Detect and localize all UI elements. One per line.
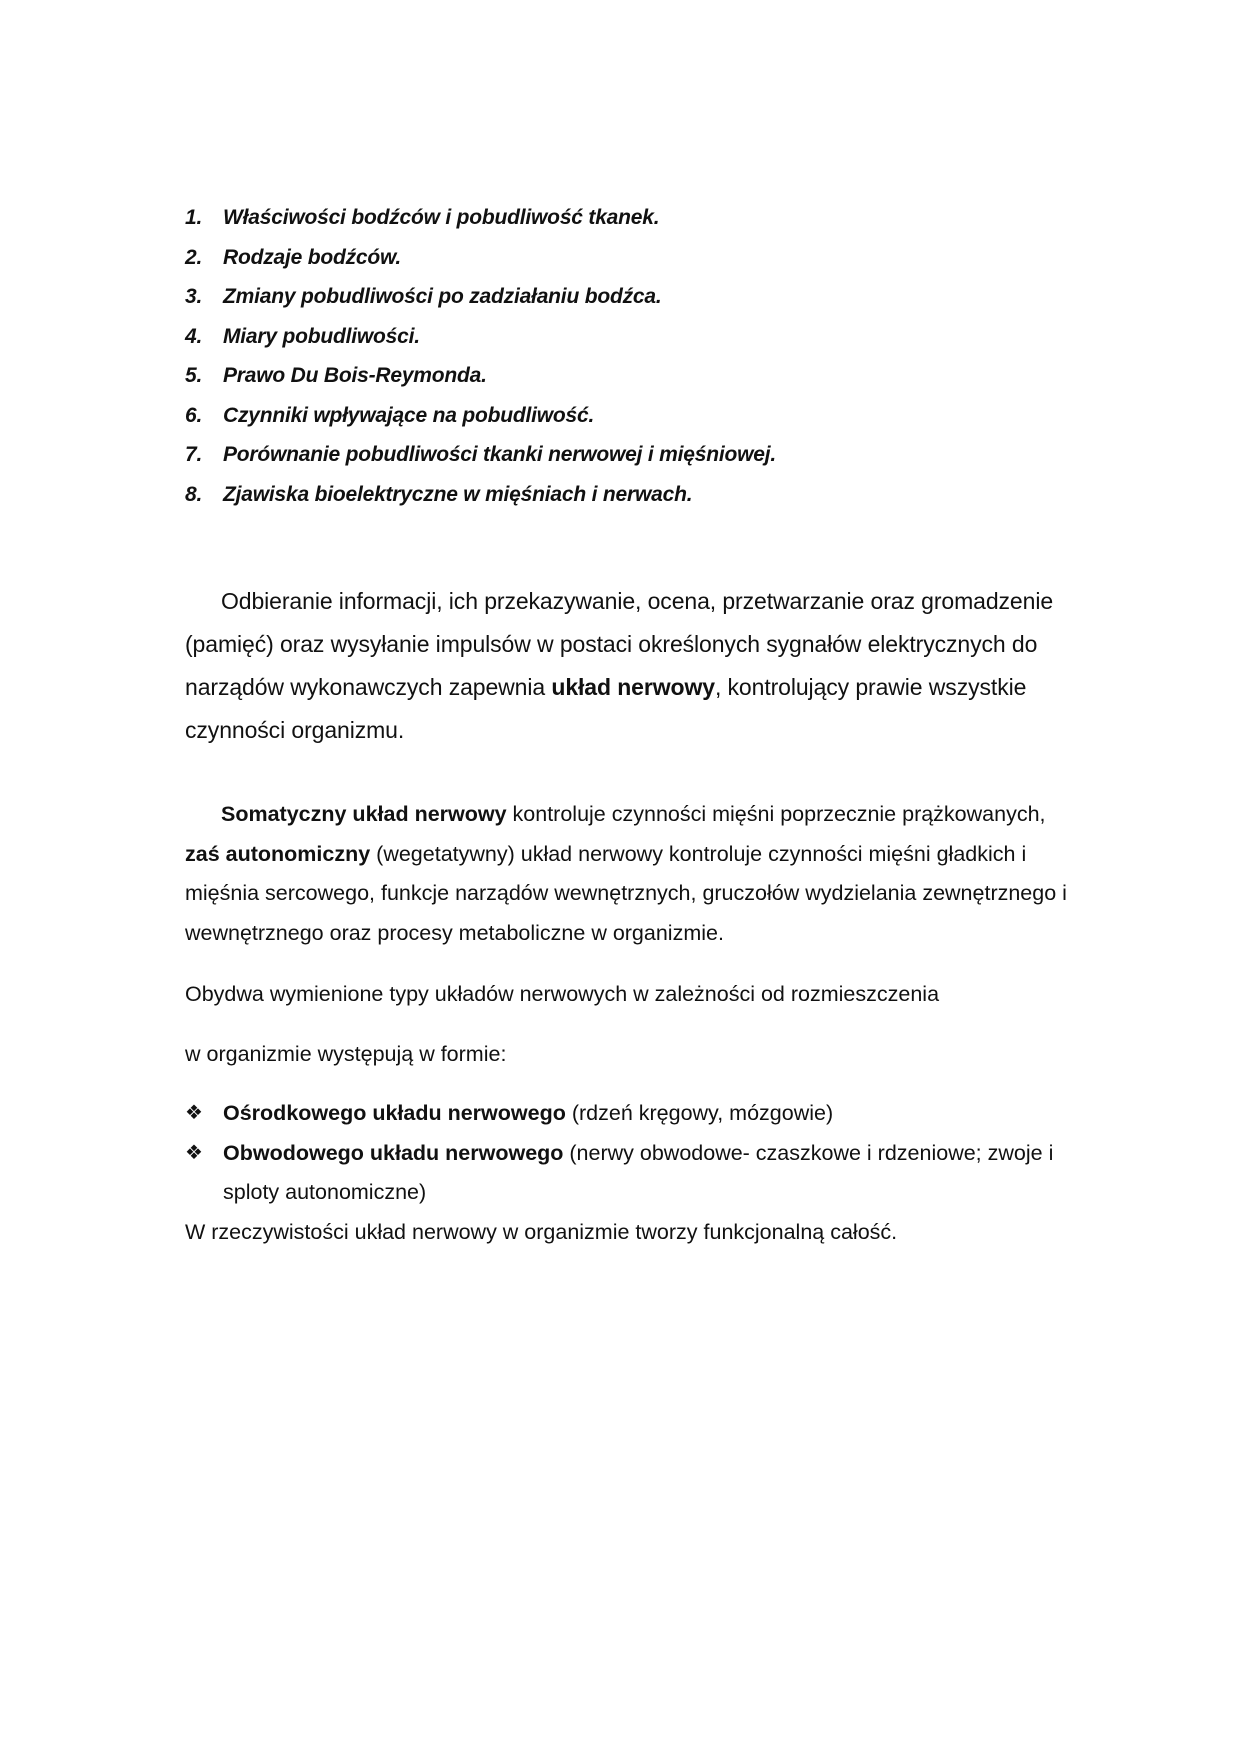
bullet-text bbox=[223, 1134, 1085, 1213]
topic-text: Zjawiska bioelektryczne w mięśniach i nerwach. bbox=[223, 482, 693, 506]
topic-text: Prawo Du Bois-Reymonda. bbox=[223, 364, 487, 387]
bullet-text bbox=[223, 1094, 1085, 1134]
list-item bbox=[185, 364, 776, 404]
bullet-detail: (nerwy obwodowe- czaszkowe i rdzeniowe; zwoje i sploty autonomiczne) bbox=[223, 1140, 1054, 1204]
final-line: W rzeczywistości układ nerwowy w organizmie tworzy funkcjonalną całość. bbox=[185, 1220, 898, 1244]
organism-line: w organizmie występują w formie: bbox=[185, 1042, 507, 1066]
list-item bbox=[185, 246, 776, 286]
types-line: Obydwa wymienione typy układów nerwowych w zależności od rozmieszczenia bbox=[185, 982, 940, 1006]
somatic-bold-term: Somatyczny układ nerwowy bbox=[221, 802, 507, 826]
topic-list bbox=[185, 206, 776, 522]
topic-text: Czynniki wpływające na pobudliwość. bbox=[223, 403, 595, 427]
intro-paragraph bbox=[185, 580, 1085, 752]
list-item bbox=[185, 443, 776, 483]
bullet-bold-term: Ośrodkowego układu nerwowego bbox=[223, 1101, 566, 1125]
topic-text: Właściwości bodźców i pobudliwość tkanek. bbox=[223, 206, 660, 229]
intro-text-before: Odbieranie informacji, ich przekazywanie, ocena, przetwarzanie oraz gromadzenie (pamięć) oraz wysyłanie impulsów w postaci określonych sygnałów elektrycznych do narządów wykonawczych zapewnia bbox=[185, 588, 1054, 700]
list-item bbox=[185, 404, 776, 444]
list-item bbox=[185, 1094, 1085, 1134]
topic-number: 3. bbox=[185, 285, 203, 308]
autonomic-bold-term: zaś autonomiczny bbox=[185, 841, 371, 866]
diamond-bullet-icon: ❖ bbox=[185, 1141, 203, 1164]
list-item bbox=[185, 1134, 1085, 1213]
topic-number: 7. bbox=[185, 443, 203, 466]
topic-number: 4. bbox=[185, 324, 203, 348]
topic-text: Porównanie pobudliwości tkanki nerwowej i mięśniowej. bbox=[223, 443, 777, 466]
somatic-paragraph bbox=[185, 795, 1085, 953]
diamond-bullet-icon: ❖ bbox=[185, 1102, 203, 1124]
somatic-text-1: kontroluje czynności mięśni poprzecznie prążkowanych, bbox=[506, 802, 1046, 826]
intro-text-after: , kontrolujący prawie wszystkie czynności organizmu. bbox=[185, 674, 1027, 743]
topic-number: 5. bbox=[185, 364, 203, 387]
list-item bbox=[185, 285, 776, 325]
bullet-bold-term: Obwodowego układu nerwowego bbox=[223, 1140, 564, 1165]
topic-text: Miary pobudliwości. bbox=[223, 324, 420, 348]
topic-number: 1. bbox=[185, 206, 203, 229]
topic-number: 8. bbox=[185, 482, 203, 506]
somatic-text-2: (wegetatywny) układ nerwowy kontroluje czynności mięśni gładkich i mięśnia sercowego, funkcje narządów wewnętrznych, gruczołów wydzielania zewnętrznego i wewnętrznego oraz procesy metaboliczne w organizmie. bbox=[185, 841, 1067, 945]
topic-text: Zmiany pobudliwości po zadziałaniu bodźca. bbox=[223, 285, 662, 308]
intro-bold-term: układ nerwowy bbox=[551, 674, 715, 700]
topic-number: 6. bbox=[185, 403, 203, 427]
list-item bbox=[185, 483, 776, 523]
bullet-list bbox=[185, 1094, 1085, 1213]
topic-text: Rodzaje bodźców. bbox=[223, 245, 402, 269]
list-item bbox=[185, 325, 776, 365]
list-item bbox=[185, 206, 776, 246]
topic-number: 2. bbox=[185, 245, 203, 269]
bullet-detail: (rdzeń kręgowy, mózgowie) bbox=[565, 1101, 834, 1125]
